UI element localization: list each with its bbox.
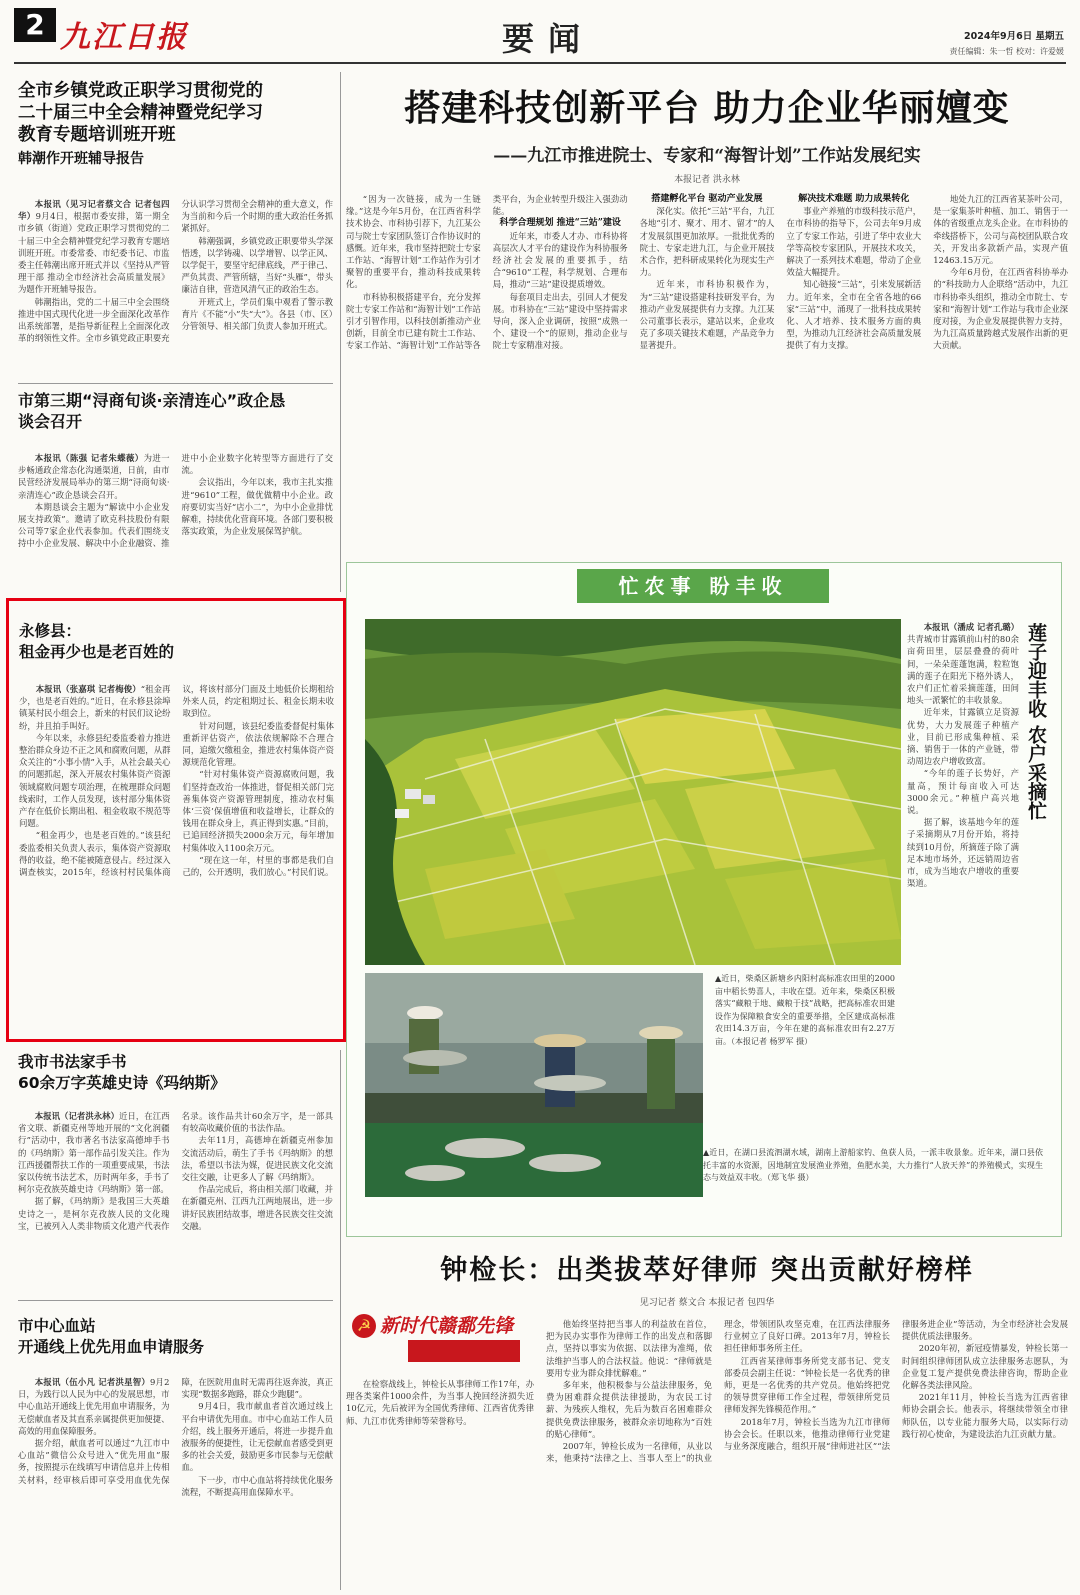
column-divider — [340, 72, 341, 592]
new-era-logo — [348, 1308, 524, 1370]
article-blood — [18, 1316, 333, 1591]
article-calligraphy-headline-1: 我市书法家手书 — [18, 1053, 127, 1071]
article-training-byline: 本报讯（见习记者蔡文合 记者包四华） — [18, 199, 170, 222]
feature-top-subtitle: 搭建孵化平台 驱动产业发展 — [651, 194, 763, 204]
feature-top-subhead: ——九江市推进院士、专家和“海智计划”工作站发展纪实 — [493, 146, 921, 166]
feature-bottom-headline: 钟检长：出类拔萃好律师 突出贡献好榜样 — [440, 1255, 974, 1286]
article-training-subhead: 韩潮作开班辅导报告 — [18, 151, 144, 167]
photo-feature-banner: 忙农事 盼丰收 — [577, 569, 829, 603]
photo-feature — [346, 562, 1062, 1237]
article-training-headline: 全市乡镇党政正职学习贯彻党的二十届三中全会精神暨党纪学习教育专题培训班开班 — [18, 81, 263, 145]
masthead-rule — [14, 62, 1066, 64]
article-blood-headline-1: 市中心血站 — [18, 1317, 96, 1335]
rice-field-photo — [365, 619, 901, 965]
article-forum-byline: 本报讯（陈强 记者朱蝶薇） — [34, 453, 144, 463]
article-yongxiu-byline: 本报讯（张嘉琪 记者梅俊） — [35, 684, 141, 694]
feature-top-headline: 搭建科技创新平台 助力企业华丽嬗变 — [404, 88, 1010, 129]
feature-top — [346, 80, 1068, 558]
feature-bottom-columns: 他始终坚持把当事人的利益放在首位，把为民办实事作为律师工作的出发点和落脚点，坚持以事实为依据、以法律为准绳，依法维护当事人的合法权益。他说：“律师就是要用专业为群众排忧解难。” 多年来，他积极参与公益法律服务，免费为困难群众提供法律援助，为农民工讨薪、为残疾人维权，先后为数百名困难群众提供免费法律服务，被群众亲切地称为“百姓的贴心律师”。 2007年，钟检长成为一名律师，从业以来，他秉持“法律之上、当事人至上”的执业理念，带领团队攻坚克难，在江西法律服务行业树立了良好口碑。2013年7月，钟检长担任律师事务所主任。 江西省某律师事务所党支部书记、党支部委员会副主任说：“钟检长是一名优秀的律师，更是一名优秀的共产党员。他始终把党的领导贯穿律师工作全过程，带领律所党员律师发挥先锋模范作用。” 2018年7月，钟检长当选为九江市律师协会会长。任职以来，他推动律师行业党建与业务深度融合，组织开展“律师进社区”“法律服务进企业”等活动，为全市经济社会发展提供优质法律服务。 2020年初，新冠疫情暴发，钟检长第一时间组织律师团队成立法律服务志愿队，为企业复工复产提供免费法律咨询，帮助企业化解各类法律风险。 2021年11月，钟检长当选为江西省律师协会副会长。他表示，将继续带领全市律师队伍，以专业能力服务大局，以实际行动践行初心使命，为建设法治九江贡献力量。 — [546, 1319, 1068, 1464]
article-calligraphy-byline: 本报讯（记者洪永林） — [34, 1111, 120, 1121]
feature-bottom-body: 在检察战线上，钟检长从事律师工作17年，办理各类案件1000余件，为当事人挽回经济损失近10亿元，先后被评为全国优秀律师、江西省优秀律师、九江市优秀律师等荣誉称号。 — [346, 1379, 534, 1426]
editor-credits: 责任编辑：朱一哲 校对：许爱媛 — [949, 47, 1064, 56]
article-forum-headline: 市第三期“浔商旬谈·亲清连心”政企恳谈会召开 — [18, 391, 286, 431]
feature-bottom-byline: 见习记者 蔡文合 本报记者 包四华 — [639, 1298, 775, 1308]
feature-top-subtitle: 解决技术难题 助力成果转化 — [798, 194, 910, 204]
article-calligraphy — [18, 1052, 333, 1292]
article-calligraphy-body: 本报讯（记者洪永林）近日，在江西省文联、新疆克州等地开展的“文化润疆行”活动中，我市著名书法家高德坤手书的《玛纳斯》第一部作品引发关注。作为江西援疆帮扶工作的一项重要成果，书法家以传统书法艺术，历时两年多，手书了柯尔克孜族英雄史诗《玛纳斯》第一部。 据了解，《玛纳斯》是我国三大英雄史诗之一，是柯尔克孜族人民的文化瑰宝，已被列入人类非物质文化遗产代表作名录。该作品共计60余万字，是一部具有较高收藏价值的书法作品。 去年11月，高德坤在新疆克州参加交流活动后，萌生了手书《玛纳斯》的想法，希望以书法为媒，促进民族文化交流交往交融，让更多人了解《玛纳斯》。 作品完成后，将由相关部门收藏，并在新疆克州、江西九江两地展出，进一步讲好民族团结故事，增进各民族交往交流交融。 — [18, 1111, 333, 1231]
article-yongxiu-highlight — [6, 598, 346, 1042]
fishing-photo — [365, 973, 703, 1197]
article-calligraphy-headline-2: 60余万字英雄史诗《玛纳斯》 — [18, 1074, 226, 1092]
fish-photo-caption: ▲近日，在湖口县流泗湖水域，湖南上游船家钓、鱼获人员，一派丰收景象。近年来，湖口县依托丰富的水资源，因地制宜发展渔业养殖，鱼肥水美，大力推行“人放天养”的养殖模式，实现生态与效益双丰收。（郑飞华 摄） — [703, 1148, 1043, 1182]
article-forum — [18, 390, 333, 590]
article-forum-body: 本报讯（陈强 记者朱蝶薇）为进一步畅通政企常态化沟通渠道，日前，由市民营经济发展局举办的第三期“浔商旬谈·亲清连心”政企恳谈会召开。 本期恳谈会主题为“解读中小企业发展支持政策”。邀请了欧克科技股份有限公司等7家企业代表参加。代表们围绕支持中小企业发展、解决中小企业融资、推进中小企业数字化转型等方面进行了交流。 会议指出，今年以来，我市主扎实推进“9610”工程，做优做精中小企业。政府要切实当好“店小二”，为中小企业排忧解难，持续优化营商环境。各部门要积极落实政策，为企业发展保驾护航。 — [18, 453, 333, 549]
article-yongxiu-headline-1: 永修县： — [19, 622, 82, 640]
lotus-story-byline: 本报讯（潘成 记者孔璐） — [923, 622, 1019, 632]
masthead — [0, 0, 1080, 62]
article-yongxiu-headline-2: 租金再少也是老百姓的 — [19, 643, 175, 661]
feature-top-byline: 本报记者 洪永林 — [674, 175, 740, 185]
article-training-body: 本报讯（见习记者蔡文合 记者包四华）9月4日，根据市委安排，第一期全市乡镇（街道）党政正职学习贯彻党的二十届三中全会精神暨党纪学习教育专题培训班开班。市委常委、市纪委书记、市监委主任韩潮出席开班式并以《坚持从严管理干部 推动全市经济社会高质量发展》为题作开班辅导报告。 韩潮指出，党的二十届三中全会围绕推进中国式现代化进一步全面深化改革作出系统部署，是指导新征程上全面深化改革的纲领性文件。全市乡镇党政正职要充分认识学习贯彻全会精神的重大意义，作为当前和今后一个时期的重大政治任务抓紧抓好。 韩潮强调，乡镇党政正职要带头学深悟透，以学铸魂、以学增智、以学正风、以学促干，要坚守纪律底线，严于律己、严负其责、严管所辖，当好“头雁”，带头廉洁自律，营造风清气正的政治生态。 开班式上，学员们集中观看了警示教育片《不能“小”失“大”》。各县（市、区）分管领导、相关部门负责人参加开班式。 — [18, 199, 333, 344]
lotus-story-title: 莲子迎丰收 农户采摘忙 — [1025, 623, 1047, 820]
paper-name-logo: 九江日报 — [60, 20, 188, 55]
rice-photo-caption: ▲近日，柴桑区新塘乡内阳村高标准农田里的2000亩中稻长势喜人，丰收在望。近年来，柴桑区积极落实“藏粮于地、藏粮于技”战略，把高标准农田建设作为保障粮食安全的重要举措，全区建成高标准农田14.3万亩，今年在建的高标准农田有2.27万亩。（本报记者 杨罗军 摄） — [715, 974, 895, 1046]
article-blood-body: 本报讯（伍小凡 记者洪星智）9月2日，为践行以人民为中心的发展思想，市中心血站开通线上优先用血申请服务，为无偿献血者及其直系亲属提供更加便捷、高效的用血保障服务。 据介绍，献血者可以通过“九江市中心血站”微信公众号进入“优先用血”服务，按照提示在线填写申请信息并上传相关材料，经审核后即可享受用血优先保障，在医院用血时无需再往返奔波，真正实现“数据多跑路，群众少跑腿”。 9月4日，我市献血者首次通过线上平台申请优先用血。市中心血站工作人员介绍，线上服务开通后，将进一步提升血液服务的便捷性，让无偿献血者感受到更多的社会关爱，鼓励更多市民参与无偿献血。 下一步，市中心血站将持续优化服务流程，不断提高用血保障水平。 — [18, 1377, 333, 1497]
party-emblem-icon: ☭ — [352, 1314, 376, 1338]
feature-bottom — [346, 1248, 1068, 1593]
feature-top-body: “因为一次链接，成为一生链缘。”这是今年5月份，在江西省科学技术协会、市科协引荐下，九江某公司与院士专家团队签订合作协议时的感慨。近年来，我市坚持把院士专家工作站、“海智计划”工作站作为引才聚智的重要平台，推动科技成果转化。 市科协积极搭建平台，充分发挥院士专家工作站和“海智计划”工作站引才引智作用，以科技创新推动产业创新，目前全市已建有院士工作站、专家工作站、“海智计划”工作站等各类平台，为企业转型升级注入强劲动能。 科学合理规划 推进“三站”建设 近年来，市委人才办、市科协将高层次人才平台的建设作为科协服务经济社会发展的重要抓手，结合“9610”工程，科学规划、合理布局，推动“三站”建设提质增效。 每套项目走出去，引回人才便发展。市科协在“三站”建设中坚持需求导向，深入企业调研，按照“成熟一个、建设一个”的原则，推动企业与院士专家精准对接。 搭建孵化平台 驱动产业发展 深化实。依托“三站”平台，九江各地“引才、聚才、用才、留才”的人才发展氛围更加浓厚。一批批优秀的院士、专家走进九江，与企业开展技术合作，把科研成果转化为现实生产力。 近年来，市科协积极作为，为“三站”建设搭建科技研发平台，为推动产业发展提供有力支撑。九江某公司董事长表示，建站以来，企业攻克了多项关键技术难题，产品竞争力显著提升。 解决技术难题 助力成果转化 事业产养殖的市级科技示范户，在市科协的指导下，公司去年9月成立了专家工作站，引进了华中农业大学等高校专家团队，开展技术攻关，解决了一系列技术难题，带动了企业效益大幅提升。 知心链接“三站”，引来发展新活力。近年来，全市在全省各地的66家“三站”中，涌现了一批科技成果转化、人才培养、技术服务方面的典型，为推动九江经济社会高质量发展提供了有力支撑。 地处九江的江西省某茶叶公司，是一家集茶叶种植、加工、销售于一体的省级重点龙头企业。在市科协的牵线搭桥下，公司与高校团队联合攻关，开发出多款新产品，实现产值12463.15万元。 今年6月份，在江西省科协举办的“科技助力人企联络”活动中，九江市科协牵头组织，推动全市院士、专家和“海智计划”工作站与我市企业深度对接，为企业发展提供智力支持，为九江高质量跨越式发展作出新的更大贡献。 — [346, 194, 1068, 351]
column-divider — [340, 1050, 341, 1590]
section-title: 要闻 — [502, 20, 595, 58]
article-yongxiu-body: 本报讯（张嘉琪 记者梅俊）“租金再少，也是老百姓的。”近日，在永修县涂埠镇某村民小组会上，新来的村民们议论纷纷，并且拍手叫好。 今年以来，永修县纪委监委着力推进整治群众身边不正之风和腐败问题，从群众关注的“小事小情”入手，从社会最关心的问题抓起，深入开展农村集体资产资源领域腐败问题专项治理，在梳理群众问题线索时，工作人员发现，该村部分集体资产存在低价长期出租、租金收取不规范等问题。 “租金再少，也是老百姓的。”该县纪委监委相关负责人表示，集体资产资源取得的收益，绝不能被随意侵占。经过深入调查核实，2015年，经该村村民集体商议，将该村部分门面及土地低价长期租给外来人员，约定租期过长、租金长期未收取到位。 针对问题，该县纪委监委督促村集体重新评估资产，依法依规解除不合理合同，追缴欠缴租金，推进农村集体资产资源规范化管理。 “针对村集体资产资源腐败问题，我们坚持查改治一体推进，督促相关部门完善集体资产资源管理制度，推动农村集体‘三资’保值增值和收益增长，让群众的钱用在群众身上，真正得到实惠。”目前，已追回经济损失2000余万元，每年增加村集体收入1100余万元。 “现在这一年，村里的事都是我们自己的，公开透明，我们放心。”村民们说。 — [19, 684, 334, 878]
article-blood-headline-2: 开通线上优先用血申请服务 — [18, 1338, 205, 1356]
page-number: 2 — [14, 8, 56, 42]
article-training — [18, 80, 333, 380]
feature-top-subtitle: 科学合理规划 推进“三站”建设 — [499, 218, 621, 229]
divider — [18, 383, 333, 384]
divider — [18, 1300, 333, 1301]
article-blood-byline: 本报讯（伍小凡 记者洪星智） — [34, 1377, 150, 1387]
article-yongxiu — [19, 621, 334, 1029]
lotus-story-body: 本报讯（潘成 记者孔璐）共青城市甘露镇前山村的80余亩荷田里，层层叠叠的荷叶间，一朵朵莲蓬饱满，粒粒饱满的莲子在阳光下格外诱人，农户们正忙着采摘莲蓬，田间地头一派繁忙的丰收景象。 近年来，甘露镇立足资源优势，大力发展莲子种植产业，目前已形成集种植、采摘、销售于一体的产业链，带动周边农户增收致富。 “今年的莲子长势好，产量高，预计每亩收入可达3000余元。”种植户高兴地说。 据了解，该基地今年的莲子采摘期从7月份开始，将持续到10月份，所摘莲子除了满足本地市场外，还远销周边省市，成为当地农户增收的重要渠道。 — [907, 622, 1019, 889]
new-era-logo-text: 新时代赣鄱先锋 — [380, 1315, 514, 1337]
issue-date: 2024年9月6日 星期五 — [964, 31, 1064, 42]
